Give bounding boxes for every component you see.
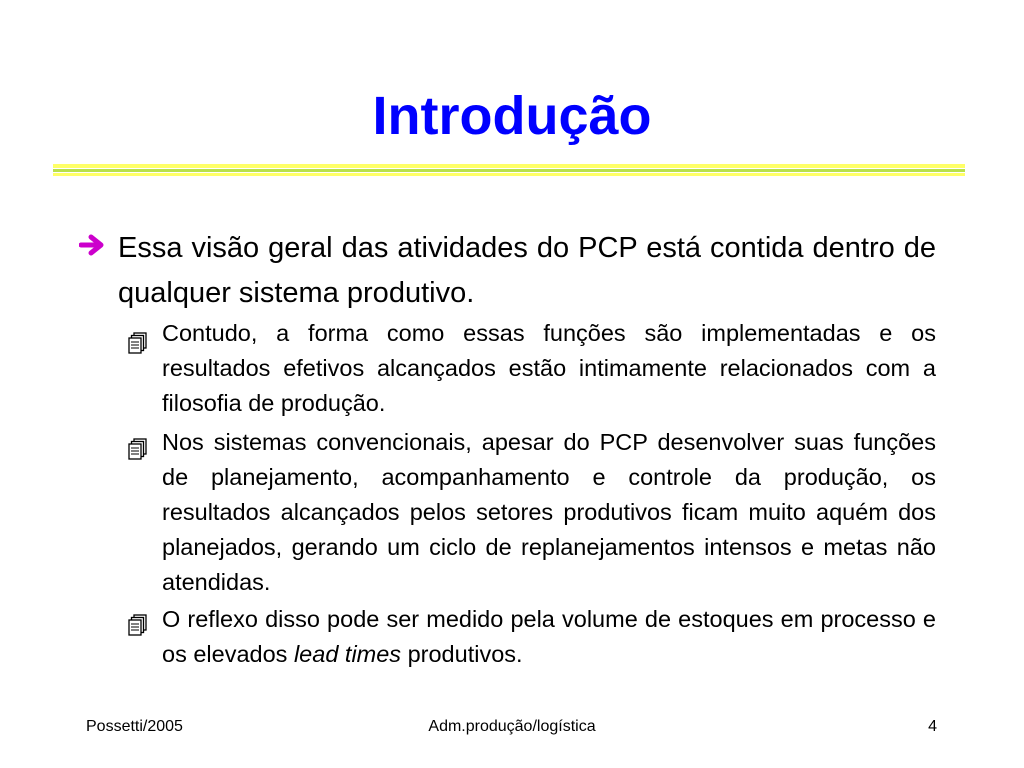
sub-bullet-text: Nos sistemas convencionais, apesar do PCP desenvolver suas funções de planejamento, acompanhamento e controle da produção, os resultados alcançados pelos setores produtivos ficam muito aquém dos planejados, gerando um ciclo de replanejamentos intensos e metas não atendidas. [162,429,936,595]
notepad-icon [128,332,148,354]
sub-bullet-text: Contudo, a forma como essas funções são implementadas e os resultados efetivos alcançados estão intimamente relacionados com a filosofia de produção. [162,320,936,416]
sub-bullet-text [162,602,936,672]
sub-bullet-text-part: produtivos. [401,641,523,667]
arrow-right-icon [79,232,105,258]
footer-course: Adm.produção/logística [428,718,596,735]
underline-stripe-bottom [53,173,965,176]
underline-stripe-top [53,164,965,168]
notepad-icon [128,614,148,636]
sub-bullet-italic-term: lead times [293,641,402,667]
footer-author: Possetti/2005 [86,718,183,735]
notepad-icon [128,438,148,460]
main-bullet-text: Essa visão geral das atividades do PCP está contida dentro de qualquer sistema produtivo. [118,232,936,309]
slide-number: 4 [928,718,937,735]
sub-bullet-text-part: O reflexo disso pode ser medido pela volume de estoques em processo e os elevados [162,606,936,667]
slide-title: Introdução [372,86,652,146]
underline-stripe-middle [53,169,965,172]
